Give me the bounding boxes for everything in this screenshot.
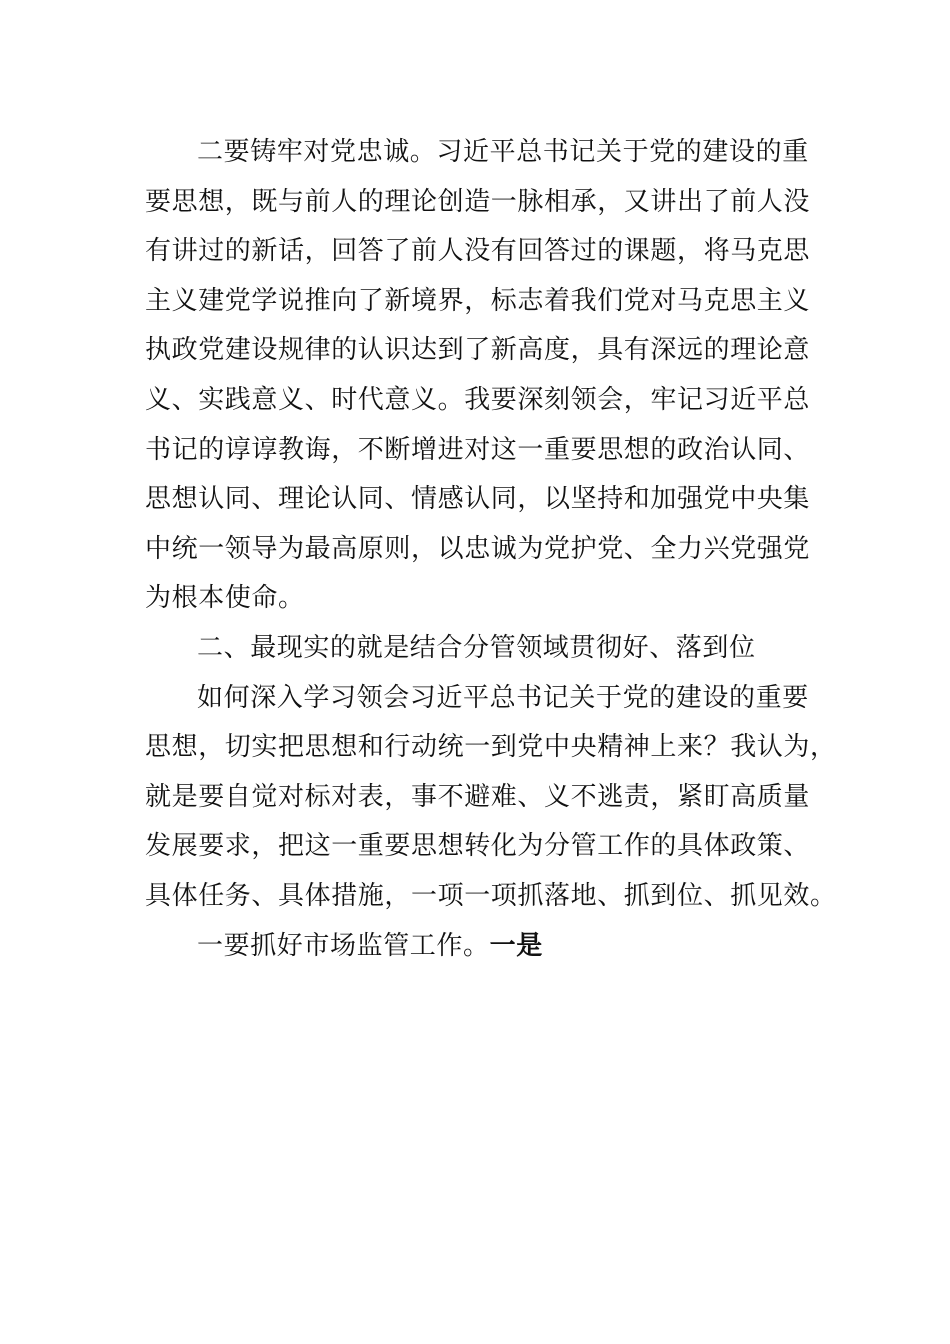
text-line: 思想，切实把思想和行动统一到党中央精神上来？我认为，	[145, 732, 837, 763]
text-line: 义、实践意义、时代意义。我要深刻领会，牢记习近平总	[145, 384, 811, 415]
text-line: 具体任务、具体措施，一项一项抓落地、抓到位、抓见效。	[145, 880, 837, 911]
text-line: 发展要求，把这一重要思想转化为分管工作的具体政策、	[145, 831, 811, 862]
paragraph-loyalty	[145, 128, 811, 624]
text-line: 要思想，既与前人的理论创造一脉相承，又讲出了前人没	[145, 186, 811, 217]
text-line: 二要铸牢对党忠诚。习近平总书记关于党的建设的重	[197, 137, 809, 167]
text-line: 执政党建设规律的认识达到了新高度，具有深远的理论意	[145, 335, 811, 366]
text-line: 有讲过的新话，回答了前人没有回答过的课题，将马克思	[145, 236, 811, 267]
text-line: 主义建党学说推向了新境界，标志着我们党对马克思主义	[145, 285, 811, 316]
text-line: 就是要自觉对标对表，事不避难、义不逃责，紧盯高质量	[145, 781, 811, 812]
market-supervision-text: 一要抓好市场监管工作。	[197, 930, 490, 961]
section-heading	[145, 624, 805, 674]
text-line: 为根本使命。	[145, 583, 305, 614]
paragraph-implementation	[145, 674, 837, 922]
paragraph-market-supervision	[145, 922, 805, 972]
bold-lead-text: 一是	[489, 930, 543, 961]
document-body	[145, 128, 837, 971]
text-line: 思想认同、理论认同、情感认同，以坚持和加强党中央集	[145, 484, 811, 515]
text-line: 如何深入学习领会习近平总书记关于党的建设的重要	[197, 682, 809, 713]
text-line: 书记的谆谆教诲，不断增进对这一重要思想的政治认同、	[145, 434, 811, 465]
text-line: 中统一领导为最高原则，以忠诚为党护党、全力兴党强党	[145, 533, 811, 564]
text-line	[145, 922, 805, 972]
heading-line: 二、最现实的就是结合分管领域贯彻好、落到位	[197, 632, 756, 663]
